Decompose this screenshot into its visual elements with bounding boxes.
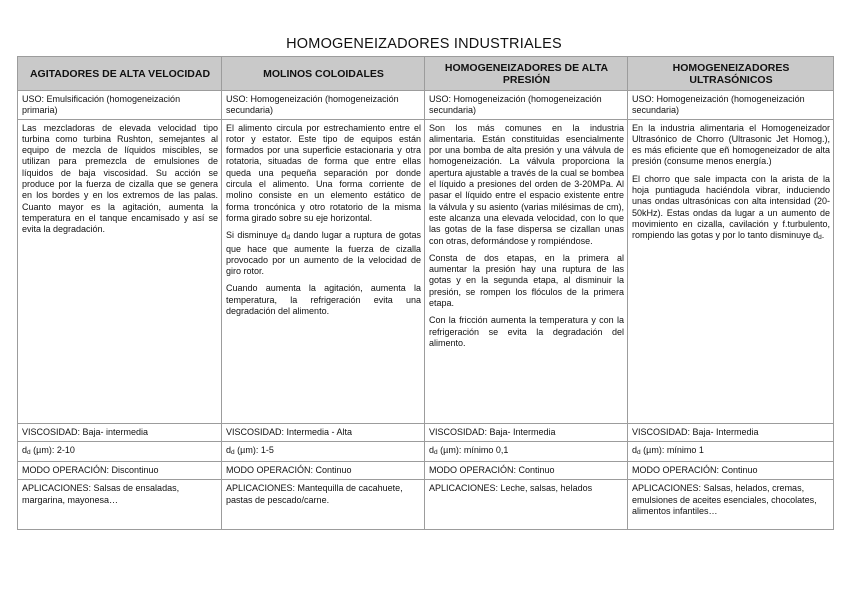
- uso-cell: USO: Homogeneización (homogeneización secundaria): [425, 91, 628, 120]
- header-alta-presion: HOMOGENEIZADORES DE ALTA PRESIÓN: [425, 57, 628, 91]
- dd-value: (µm): mínimo 0,1: [437, 444, 509, 455]
- modo-row: [18, 462, 834, 480]
- header-molinos: MOLINOS COLOIDALES: [222, 57, 425, 91]
- description-row: [18, 119, 834, 423]
- description-paragraph: [632, 174, 830, 244]
- description-paragraph: Con la fricción aumenta la temperatura y con la refrigeración se evita la degradación del alimento.: [429, 315, 624, 348]
- modo-cell: MODO OPERACIÓN: Discontinuo: [18, 462, 222, 480]
- description-cell: [628, 119, 834, 423]
- subscript: d: [434, 448, 438, 456]
- modo-cell: MODO OPERACIÓN: Continuo: [628, 462, 834, 480]
- aplicaciones-cell: APLICACIONES: Leche, salsas, helados: [425, 480, 628, 530]
- aplicaciones-cell: APLICACIONES: Salsas de ensaladas, margarina, mayonesa…: [18, 480, 222, 530]
- header-row: [18, 57, 834, 91]
- modo-cell: MODO OPERACIÓN: Continuo: [222, 462, 425, 480]
- dd-label: d: [429, 444, 435, 455]
- description-paragraph: El alimento circula por estrechamiento entre el rotor y estator. Este tipo de equipos están formados por una superficie estacionaria y otra rotatoria, situadas de forma que entre ellas queda una pequeña separación por donde circula el alimento. Una forma corriente de molino consiste en un elemento estático de forma troncónica y otro rotatorio de la misma forma girado sobre su eje horizontal.: [226, 122, 421, 223]
- aplicaciones-row: [18, 480, 834, 530]
- uso-row: [18, 91, 834, 120]
- description-paragraph: Son los más comunes en la industria alimentaria. Están constituidas esencialmente por una bomba de alta presión y una válvula de homogeneización. La válvula proporciona la apertura ajustable a través de la cual se bombea el líquido a presiones del orden de 3-20MPa. Al pasar el líquido entre el espacio existente entre la válvula y su asiento (varias milésimas de cm), este alcanza una elevada velocidad, con lo que las gotas de la fase dispersa se cizallan unas con otras, deformándose y rompiéndose.: [429, 122, 624, 246]
- dd-value: (µm): 2-10: [30, 444, 75, 455]
- uso-cell: USO: Emulsificación (homogeneización primaria): [18, 91, 222, 120]
- viscosidad-cell: VISCOSIDAD: Baja- Intermedia: [425, 423, 628, 441]
- dd-label: d: [22, 444, 28, 455]
- subscript: d: [231, 448, 235, 456]
- text-fragment: Si disminuye d: [226, 230, 287, 241]
- subscript: d: [27, 448, 31, 456]
- droplet-size-cell: [222, 441, 425, 461]
- aplicaciones-cell: APLICACIONES: Salsas, helados, cremas, emulsiones de aceites esenciales, chocolates, alimentos infantiles…: [628, 480, 834, 530]
- subscript: d: [286, 234, 290, 242]
- page-title: HOMOGENEIZADORES INDUSTRIALES: [286, 36, 562, 52]
- subscript: d: [637, 448, 641, 456]
- droplet-size-cell: [628, 441, 834, 461]
- description-paragraph: [226, 230, 421, 277]
- text-fragment: dando lugar a ruptura de gotas que hace que aumente la fuerza de cizalla provocado por un aumento de la velocidad de giro rotor.: [226, 230, 421, 277]
- subscript: d: [818, 234, 822, 242]
- viscosidad-cell: VISCOSIDAD: Baja- Intermedia: [628, 423, 834, 441]
- droplet-size-row: [18, 441, 834, 461]
- header-ultrasonicos: HOMOGENEIZADORES ULTRASÓNICOS: [628, 57, 834, 91]
- viscosidad-cell: VISCOSIDAD: Baja- intermedia: [18, 423, 222, 441]
- uso-cell: USO: Homogeneización (homogeneización secundaria): [628, 91, 834, 120]
- description-paragraph: Consta de dos etapas, en la primera al aumentar la presión hay una ruptura de las gotas y en la segunda etapa, al disminuir la presión, se rompen los flóculos de la primera etapa.: [429, 252, 624, 309]
- text-fragment: .: [821, 230, 825, 241]
- dd-label: d: [632, 444, 638, 455]
- dd-value: (µm): mínimo 1: [640, 444, 704, 455]
- description-cell: [425, 119, 628, 423]
- uso-cell: USO: Homogeneización (homogeneización secundaria): [222, 91, 425, 120]
- description-paragraph: En la industria alimentaria el Homogeneizador Ultrasónico de Chorro (Ultrasonic Jet Homog.), es más eficiente que eñ homogeneizador de alta presión (consume menos energía.): [632, 122, 830, 167]
- description-paragraph: Cuando aumenta la agitación, aumenta la temperatura, la refrigeración evita una degradación del alimento.: [226, 283, 421, 317]
- modo-cell: MODO OPERACIÓN: Continuo: [425, 462, 628, 480]
- dd-value: (µm): 1-5: [234, 444, 274, 455]
- description-cell: [222, 119, 425, 423]
- homogenizers-table: [17, 56, 834, 530]
- text-fragment: El chorro que sale impacta con la arista de la hoja puntiaguda haciéndola vibrar, induciendo unas ondas ultrasónicas con alta intensidad (20-50kHz). Estas ondas da lugar a un aumento de movimiento en cizalla, cavilación y f.turbulento, rompiendo las gotas y por lo tanto disminuye d: [632, 173, 830, 241]
- dd-label: d: [226, 444, 232, 455]
- aplicaciones-cell: APLICACIONES: Mantequilla de cacahuete, pastas de pescado/carne.: [222, 480, 425, 530]
- droplet-size-cell: [18, 441, 222, 461]
- droplet-size-cell: [425, 441, 628, 461]
- description-cell: [18, 119, 222, 423]
- description-paragraph: Las mezcladoras de elevada velocidad tipo turbina como turbina Rushton, semejantes al equipo de mezcla de líquidos miscibles, se utilizan para premezcla de emulsiones de líquidos de baja viscosidad. Su acción se produce por la fuerza de cizalla que se genera en los bordes y en los extremos de las palas. Cuanto mayor es la agitación, aumenta la temperatura en el tanque encamisado y así se evita la degradación.: [22, 122, 218, 235]
- header-agitadores: AGITADORES DE ALTA VELOCIDAD: [18, 57, 222, 91]
- viscosidad-row: [18, 423, 834, 441]
- viscosidad-cell: VISCOSIDAD: Intermedia - Alta: [222, 423, 425, 441]
